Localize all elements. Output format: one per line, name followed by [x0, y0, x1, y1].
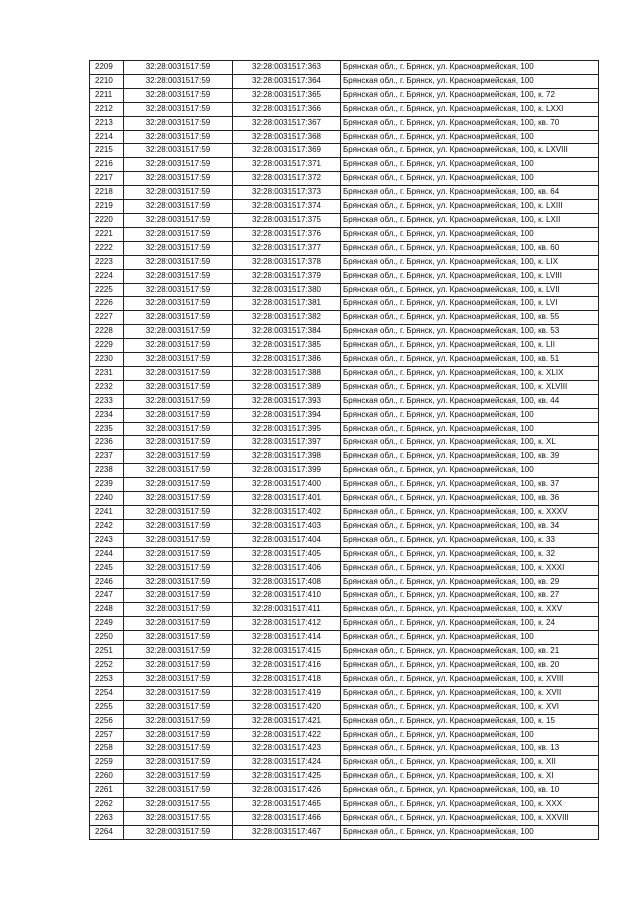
table-row: [90, 297, 599, 311]
cadastral-number-cell: 32:28:0031517:406: [233, 561, 341, 575]
address-cell: Брянская обл., г. Брянск, ул. Красноармейская, 100, к. LVI: [341, 297, 599, 311]
table-row: [90, 756, 599, 770]
parent-cadastral-cell: 32:28:0031517:59: [124, 297, 233, 311]
row-number-cell: 2238: [90, 464, 124, 478]
row-number-cell: 2225: [90, 283, 124, 297]
parent-cadastral-cell: 32:28:0031517:59: [124, 436, 233, 450]
row-number-cell: 2245: [90, 561, 124, 575]
table-row: [90, 353, 599, 367]
parent-cadastral-cell: 32:28:0031517:59: [124, 686, 233, 700]
parent-cadastral-cell: 32:28:0031517:59: [124, 116, 233, 130]
cadastral-number-cell: 32:28:0031517:365: [233, 88, 341, 102]
row-number-cell: 2215: [90, 144, 124, 158]
address-cell: Брянская обл., г. Брянск, ул. Красноармейская, 100, кв. 37: [341, 478, 599, 492]
address-cell: Брянская обл., г. Брянск, ул. Красноармейская, 100: [341, 227, 599, 241]
table-row: [90, 672, 599, 686]
address-cell: Брянская обл., г. Брянск, ул. Красноармейская, 100, кв. 29: [341, 575, 599, 589]
cadastral-number-cell: 32:28:0031517:364: [233, 74, 341, 88]
cadastral-number-cell: 32:28:0031517:416: [233, 658, 341, 672]
address-cell: Брянская обл., г. Брянск, ул. Красноармейская, 100, кв. 36: [341, 492, 599, 506]
address-cell: Брянская обл., г. Брянск, ул. Красноармейская, 100, к. XXVIII: [341, 811, 599, 825]
parent-cadastral-cell: 32:28:0031517:59: [124, 825, 233, 839]
cadastral-number-cell: 32:28:0031517:467: [233, 825, 341, 839]
parent-cadastral-cell: 32:28:0031517:59: [124, 700, 233, 714]
table-row: [90, 770, 599, 784]
cadastral-number-cell: 32:28:0031517:389: [233, 380, 341, 394]
cadastral-number-cell: 32:28:0031517:393: [233, 394, 341, 408]
parent-cadastral-cell: 32:28:0031517:59: [124, 158, 233, 172]
cadastral-number-cell: 32:28:0031517:384: [233, 325, 341, 339]
table-row: [90, 436, 599, 450]
parent-cadastral-cell: 32:28:0031517:59: [124, 450, 233, 464]
row-number-cell: 2252: [90, 658, 124, 672]
row-number-cell: 2226: [90, 297, 124, 311]
row-number-cell: 2210: [90, 74, 124, 88]
row-number-cell: 2254: [90, 686, 124, 700]
parent-cadastral-cell: 32:28:0031517:59: [124, 241, 233, 255]
address-cell: Брянская обл., г. Брянск, ул. Красноармейская, 100, кв. 34: [341, 519, 599, 533]
parent-cadastral-cell: 32:28:0031517:59: [124, 255, 233, 269]
address-cell: Брянская обл., г. Брянск, ул. Красноармейская, 100, кв. 70: [341, 116, 599, 130]
row-number-cell: 2236: [90, 436, 124, 450]
table-row: [90, 325, 599, 339]
row-number-cell: 2262: [90, 798, 124, 812]
cadastral-number-cell: 32:28:0031517:465: [233, 798, 341, 812]
cadastral-number-cell: 32:28:0031517:403: [233, 519, 341, 533]
row-number-cell: 2235: [90, 422, 124, 436]
parent-cadastral-cell: 32:28:0031517:59: [124, 714, 233, 728]
cadastral-number-cell: 32:28:0031517:412: [233, 617, 341, 631]
parent-cadastral-cell: 32:28:0031517:59: [124, 784, 233, 798]
row-number-cell: 2239: [90, 478, 124, 492]
address-cell: Брянская обл., г. Брянск, ул. Красноармейская, 100, кв. 51: [341, 353, 599, 367]
row-number-cell: 2212: [90, 102, 124, 116]
table-row: [90, 728, 599, 742]
parent-cadastral-cell: 32:28:0031517:59: [124, 353, 233, 367]
cadastral-number-cell: 32:28:0031517:376: [233, 227, 341, 241]
table-row: [90, 645, 599, 659]
address-cell: Брянская обл., г. Брянск, ул. Красноармейская, 100, к. XVII: [341, 686, 599, 700]
parent-cadastral-cell: 32:28:0031517:59: [124, 130, 233, 144]
table-row: [90, 241, 599, 255]
table-row: [90, 561, 599, 575]
address-cell: Брянская обл., г. Брянск, ул. Красноармейская, 100: [341, 172, 599, 186]
table-row: [90, 478, 599, 492]
address-cell: Брянская обл., г. Брянск, ул. Красноармейская, 100, к. LII: [341, 339, 599, 353]
table-row: [90, 311, 599, 325]
cadastral-number-cell: 32:28:0031517:373: [233, 186, 341, 200]
address-cell: Брянская обл., г. Брянск, ул. Красноармейская, 100: [341, 464, 599, 478]
table-row: [90, 255, 599, 269]
parent-cadastral-cell: 32:28:0031517:59: [124, 728, 233, 742]
cadastral-number-cell: 32:28:0031517:395: [233, 422, 341, 436]
row-number-cell: 2244: [90, 547, 124, 561]
table-row: [90, 408, 599, 422]
table-row: [90, 88, 599, 102]
parent-cadastral-cell: 32:28:0031517:59: [124, 186, 233, 200]
table-row: [90, 492, 599, 506]
parent-cadastral-cell: 32:28:0031517:55: [124, 798, 233, 812]
address-cell: Брянская обл., г. Брянск, ул. Красноармейская, 100: [341, 422, 599, 436]
table-body: [90, 61, 599, 840]
address-cell: Брянская обл., г. Брянск, ул. Красноармейская, 100, к. XL: [341, 436, 599, 450]
row-number-cell: 2260: [90, 770, 124, 784]
parent-cadastral-cell: 32:28:0031517:59: [124, 603, 233, 617]
table-row: [90, 186, 599, 200]
table-row: [90, 658, 599, 672]
cadastral-number-cell: 32:28:0031517:394: [233, 408, 341, 422]
address-cell: Брянская обл., г. Брянск, ул. Красноармейская, 100, к. XXV: [341, 603, 599, 617]
parent-cadastral-cell: 32:28:0031517:59: [124, 575, 233, 589]
cadastral-number-cell: 32:28:0031517:401: [233, 492, 341, 506]
row-number-cell: 2221: [90, 227, 124, 241]
row-number-cell: 2255: [90, 700, 124, 714]
parent-cadastral-cell: 32:28:0031517:59: [124, 408, 233, 422]
cadastral-number-cell: 32:28:0031517:366: [233, 102, 341, 116]
row-number-cell: 2246: [90, 575, 124, 589]
address-cell: Брянская обл., г. Брянск, ул. Красноармейская, 100, к. XVI: [341, 700, 599, 714]
parent-cadastral-cell: 32:28:0031517:55: [124, 811, 233, 825]
row-number-cell: 2216: [90, 158, 124, 172]
row-number-cell: 2217: [90, 172, 124, 186]
row-number-cell: 2261: [90, 784, 124, 798]
address-cell: Брянская обл., г. Брянск, ул. Красноармейская, 100: [341, 728, 599, 742]
address-cell: Брянская обл., г. Брянск, ул. Красноармейская, 100, к. XXX: [341, 798, 599, 812]
table-row: [90, 506, 599, 520]
address-cell: Брянская обл., г. Брянск, ул. Красноармейская, 100, к. XLVIII: [341, 380, 599, 394]
parent-cadastral-cell: 32:28:0031517:59: [124, 770, 233, 784]
row-number-cell: 2224: [90, 269, 124, 283]
row-number-cell: 2214: [90, 130, 124, 144]
table-row: [90, 213, 599, 227]
table-row: [90, 617, 599, 631]
parent-cadastral-cell: 32:28:0031517:59: [124, 561, 233, 575]
address-cell: Брянская обл., г. Брянск, ул. Красноармейская, 100: [341, 408, 599, 422]
table-row: [90, 464, 599, 478]
cadastral-number-cell: 32:28:0031517:466: [233, 811, 341, 825]
parent-cadastral-cell: 32:28:0031517:59: [124, 366, 233, 380]
parent-cadastral-cell: 32:28:0031517:59: [124, 74, 233, 88]
address-cell: Брянская обл., г. Брянск, ул. Красноармейская, 100, кв. 10: [341, 784, 599, 798]
address-cell: Брянская обл., г. Брянск, ул. Красноармейская, 100, к. 24: [341, 617, 599, 631]
address-cell: Брянская обл., г. Брянск, ул. Красноармейская, 100, кв. 13: [341, 742, 599, 756]
cadastral-number-cell: 32:28:0031517:410: [233, 589, 341, 603]
address-cell: Брянская обл., г. Брянск, ул. Красноармейская, 100, кв. 53: [341, 325, 599, 339]
address-cell: Брянская обл., г. Брянск, ул. Красноармейская, 100: [341, 130, 599, 144]
cadastral-number-cell: 32:28:0031517:419: [233, 686, 341, 700]
parent-cadastral-cell: 32:28:0031517:59: [124, 102, 233, 116]
table-row: [90, 116, 599, 130]
parent-cadastral-cell: 32:28:0031517:59: [124, 589, 233, 603]
address-cell: Брянская обл., г. Брянск, ул. Красноармейская, 100, к. 33: [341, 533, 599, 547]
parent-cadastral-cell: 32:28:0031517:59: [124, 394, 233, 408]
address-cell: Брянская обл., г. Брянск, ул. Красноармейская, 100: [341, 631, 599, 645]
row-number-cell: 2209: [90, 61, 124, 75]
cadastral-number-cell: 32:28:0031517:402: [233, 506, 341, 520]
row-number-cell: 2264: [90, 825, 124, 839]
row-number-cell: 2248: [90, 603, 124, 617]
row-number-cell: 2218: [90, 186, 124, 200]
parent-cadastral-cell: 32:28:0031517:59: [124, 200, 233, 214]
cadastral-number-cell: 32:28:0031517:405: [233, 547, 341, 561]
cadastral-number-cell: 32:28:0031517:375: [233, 213, 341, 227]
address-cell: Брянская обл., г. Брянск, ул. Красноармейская, 100, к. XVIII: [341, 672, 599, 686]
row-number-cell: 2229: [90, 339, 124, 353]
parent-cadastral-cell: 32:28:0031517:59: [124, 325, 233, 339]
address-cell: Брянская обл., г. Брянск, ул. Красноармейская, 100, к. LIX: [341, 255, 599, 269]
address-cell: Брянская обл., г. Брянск, ул. Красноармейская, 100, кв. 21: [341, 645, 599, 659]
table-row: [90, 519, 599, 533]
cadastral-number-cell: 32:28:0031517:379: [233, 269, 341, 283]
row-number-cell: 2243: [90, 533, 124, 547]
address-cell: Брянская обл., г. Брянск, ул. Красноармейская, 100, кв. 39: [341, 450, 599, 464]
table-row: [90, 394, 599, 408]
address-cell: Брянская обл., г. Брянск, ул. Красноармейская, 100, к. XI: [341, 770, 599, 784]
cadastral-number-cell: 32:28:0031517:386: [233, 353, 341, 367]
cadastral-number-cell: 32:28:0031517:418: [233, 672, 341, 686]
parent-cadastral-cell: 32:28:0031517:59: [124, 339, 233, 353]
table-row: [90, 422, 599, 436]
table-row: [90, 631, 599, 645]
cadastral-number-cell: 32:28:0031517:397: [233, 436, 341, 450]
cadastral-number-cell: 32:28:0031517:411: [233, 603, 341, 617]
table-row: [90, 811, 599, 825]
cadastral-number-cell: 32:28:0031517:369: [233, 144, 341, 158]
address-cell: Брянская обл., г. Брянск, ул. Красноармейская, 100, кв. 64: [341, 186, 599, 200]
cadastral-number-cell: 32:28:0031517:423: [233, 742, 341, 756]
parent-cadastral-cell: 32:28:0031517:59: [124, 283, 233, 297]
table-row: [90, 714, 599, 728]
table-row: [90, 450, 599, 464]
parent-cadastral-cell: 32:28:0031517:59: [124, 658, 233, 672]
table-row: [90, 533, 599, 547]
cadastral-number-cell: 32:28:0031517:368: [233, 130, 341, 144]
cadastral-number-cell: 32:28:0031517:380: [233, 283, 341, 297]
table-row: [90, 603, 599, 617]
cadastral-number-cell: 32:28:0031517:408: [233, 575, 341, 589]
row-number-cell: 2219: [90, 200, 124, 214]
parent-cadastral-cell: 32:28:0031517:59: [124, 227, 233, 241]
address-cell: Брянская обл., г. Брянск, ул. Красноармейская, 100, к. 15: [341, 714, 599, 728]
row-number-cell: 2230: [90, 353, 124, 367]
parent-cadastral-cell: 32:28:0031517:59: [124, 533, 233, 547]
table-row: [90, 575, 599, 589]
table-row: [90, 547, 599, 561]
parent-cadastral-cell: 32:28:0031517:59: [124, 88, 233, 102]
cadastral-number-cell: 32:28:0031517:372: [233, 172, 341, 186]
table-row: [90, 784, 599, 798]
parent-cadastral-cell: 32:28:0031517:59: [124, 380, 233, 394]
parent-cadastral-cell: 32:28:0031517:59: [124, 478, 233, 492]
row-number-cell: 2227: [90, 311, 124, 325]
address-cell: Брянская обл., г. Брянск, ул. Красноармейская, 100: [341, 825, 599, 839]
address-cell: Брянская обл., г. Брянск, ул. Красноармейская, 100: [341, 74, 599, 88]
table-row: [90, 200, 599, 214]
address-cell: Брянская обл., г. Брянск, ул. Красноармейская, 100, кв. 20: [341, 658, 599, 672]
address-cell: Брянская обл., г. Брянск, ул. Красноармейская, 100, к. 72: [341, 88, 599, 102]
row-number-cell: 2253: [90, 672, 124, 686]
parent-cadastral-cell: 32:28:0031517:59: [124, 645, 233, 659]
address-cell: Брянская обл., г. Брянск, ул. Красноармейская, 100: [341, 158, 599, 172]
row-number-cell: 2211: [90, 88, 124, 102]
address-cell: Брянская обл., г. Брянск, ул. Красноармейская, 100, кв. 60: [341, 241, 599, 255]
table-row: [90, 380, 599, 394]
address-cell: Брянская обл., г. Брянск, ул. Красноармейская, 100, к. LXVIII: [341, 144, 599, 158]
cadastral-number-cell: 32:28:0031517:400: [233, 478, 341, 492]
address-cell: Брянская обл., г. Брянск, ул. Красноармейская, 100, к. LVII: [341, 283, 599, 297]
row-number-cell: 2257: [90, 728, 124, 742]
table-row: [90, 158, 599, 172]
parent-cadastral-cell: 32:28:0031517:59: [124, 631, 233, 645]
parent-cadastral-cell: 32:28:0031517:59: [124, 213, 233, 227]
address-cell: Брянская обл., г. Брянск, ул. Красноармейская, 100, к. XXXI: [341, 561, 599, 575]
parent-cadastral-cell: 32:28:0031517:59: [124, 422, 233, 436]
cadastral-number-cell: 32:28:0031517:367: [233, 116, 341, 130]
table-row: [90, 130, 599, 144]
address-cell: Брянская обл., г. Брянск, ул. Красноармейская, 100, кв. 44: [341, 394, 599, 408]
cadastral-number-cell: 32:28:0031517:377: [233, 241, 341, 255]
address-cell: Брянская обл., г. Брянск, ул. Красноармейская, 100, к. LVIII: [341, 269, 599, 283]
parent-cadastral-cell: 32:28:0031517:59: [124, 172, 233, 186]
cadastral-number-cell: 32:28:0031517:421: [233, 714, 341, 728]
parent-cadastral-cell: 32:28:0031517:59: [124, 617, 233, 631]
table-row: [90, 339, 599, 353]
cadastral-table: [89, 60, 599, 840]
row-number-cell: 2213: [90, 116, 124, 130]
row-number-cell: 2220: [90, 213, 124, 227]
cadastral-number-cell: 32:28:0031517:414: [233, 631, 341, 645]
row-number-cell: 2223: [90, 255, 124, 269]
table-row: [90, 102, 599, 116]
cadastral-number-cell: 32:28:0031517:404: [233, 533, 341, 547]
address-cell: Брянская обл., г. Брянск, ул. Красноармейская, 100, к. LXII: [341, 213, 599, 227]
cadastral-number-cell: 32:28:0031517:424: [233, 756, 341, 770]
table-row: [90, 366, 599, 380]
parent-cadastral-cell: 32:28:0031517:59: [124, 547, 233, 561]
parent-cadastral-cell: 32:28:0031517:59: [124, 492, 233, 506]
row-number-cell: 2233: [90, 394, 124, 408]
row-number-cell: 2249: [90, 617, 124, 631]
table-row: [90, 825, 599, 839]
row-number-cell: 2258: [90, 742, 124, 756]
cadastral-number-cell: 32:28:0031517:420: [233, 700, 341, 714]
table-row: [90, 589, 599, 603]
cadastral-number-cell: 32:28:0031517:382: [233, 311, 341, 325]
row-number-cell: 2242: [90, 519, 124, 533]
row-number-cell: 2263: [90, 811, 124, 825]
address-cell: Брянская обл., г. Брянск, ул. Красноармейская, 100, к. 32: [341, 547, 599, 561]
parent-cadastral-cell: 32:28:0031517:59: [124, 269, 233, 283]
cadastral-number-cell: 32:28:0031517:388: [233, 366, 341, 380]
parent-cadastral-cell: 32:28:0031517:59: [124, 144, 233, 158]
table-row: [90, 61, 599, 75]
row-number-cell: 2256: [90, 714, 124, 728]
row-number-cell: 2222: [90, 241, 124, 255]
table-row: [90, 686, 599, 700]
parent-cadastral-cell: 32:28:0031517:59: [124, 61, 233, 75]
table-row: [90, 742, 599, 756]
parent-cadastral-cell: 32:28:0031517:59: [124, 742, 233, 756]
address-cell: Брянская обл., г. Брянск, ул. Красноармейская, 100, кв. 27: [341, 589, 599, 603]
address-cell: Брянская обл., г. Брянск, ул. Красноармейская, 100, к. XII: [341, 756, 599, 770]
cadastral-number-cell: 32:28:0031517:381: [233, 297, 341, 311]
table-row: [90, 172, 599, 186]
row-number-cell: 2247: [90, 589, 124, 603]
row-number-cell: 2250: [90, 631, 124, 645]
row-number-cell: 2251: [90, 645, 124, 659]
address-cell: Брянская обл., г. Брянск, ул. Красноармейская, 100, к. XXXV: [341, 506, 599, 520]
address-cell: Брянская обл., г. Брянск, ул. Красноармейская, 100, к. XLIX: [341, 366, 599, 380]
row-number-cell: 2231: [90, 366, 124, 380]
address-cell: Брянская обл., г. Брянск, ул. Красноармейская, 100: [341, 61, 599, 75]
table-row: [90, 283, 599, 297]
cadastral-number-cell: 32:28:0031517:374: [233, 200, 341, 214]
address-cell: Брянская обл., г. Брянск, ул. Красноармейская, 100, кв. 55: [341, 311, 599, 325]
row-number-cell: 2241: [90, 506, 124, 520]
cadastral-number-cell: 32:28:0031517:363: [233, 61, 341, 75]
table-row: [90, 798, 599, 812]
row-number-cell: 2232: [90, 380, 124, 394]
table-row: [90, 269, 599, 283]
parent-cadastral-cell: 32:28:0031517:59: [124, 506, 233, 520]
row-number-cell: 2237: [90, 450, 124, 464]
parent-cadastral-cell: 32:28:0031517:59: [124, 464, 233, 478]
cadastral-number-cell: 32:28:0031517:398: [233, 450, 341, 464]
table-row: [90, 144, 599, 158]
parent-cadastral-cell: 32:28:0031517:59: [124, 519, 233, 533]
cadastral-number-cell: 32:28:0031517:371: [233, 158, 341, 172]
cadastral-number-cell: 32:28:0031517:426: [233, 784, 341, 798]
cadastral-number-cell: 32:28:0031517:378: [233, 255, 341, 269]
address-cell: Брянская обл., г. Брянск, ул. Красноармейская, 100, к. LXXI: [341, 102, 599, 116]
parent-cadastral-cell: 32:28:0031517:59: [124, 672, 233, 686]
cadastral-number-cell: 32:28:0031517:422: [233, 728, 341, 742]
row-number-cell: 2240: [90, 492, 124, 506]
row-number-cell: 2228: [90, 325, 124, 339]
cadastral-number-cell: 32:28:0031517:399: [233, 464, 341, 478]
table-row: [90, 74, 599, 88]
address-cell: Брянская обл., г. Брянск, ул. Красноармейская, 100, к. LXIII: [341, 200, 599, 214]
table-row: [90, 227, 599, 241]
parent-cadastral-cell: 32:28:0031517:59: [124, 311, 233, 325]
cadastral-number-cell: 32:28:0031517:425: [233, 770, 341, 784]
row-number-cell: 2259: [90, 756, 124, 770]
row-number-cell: 2234: [90, 408, 124, 422]
cadastral-number-cell: 32:28:0031517:415: [233, 645, 341, 659]
cadastral-number-cell: 32:28:0031517:385: [233, 339, 341, 353]
table-row: [90, 700, 599, 714]
parent-cadastral-cell: 32:28:0031517:59: [124, 756, 233, 770]
